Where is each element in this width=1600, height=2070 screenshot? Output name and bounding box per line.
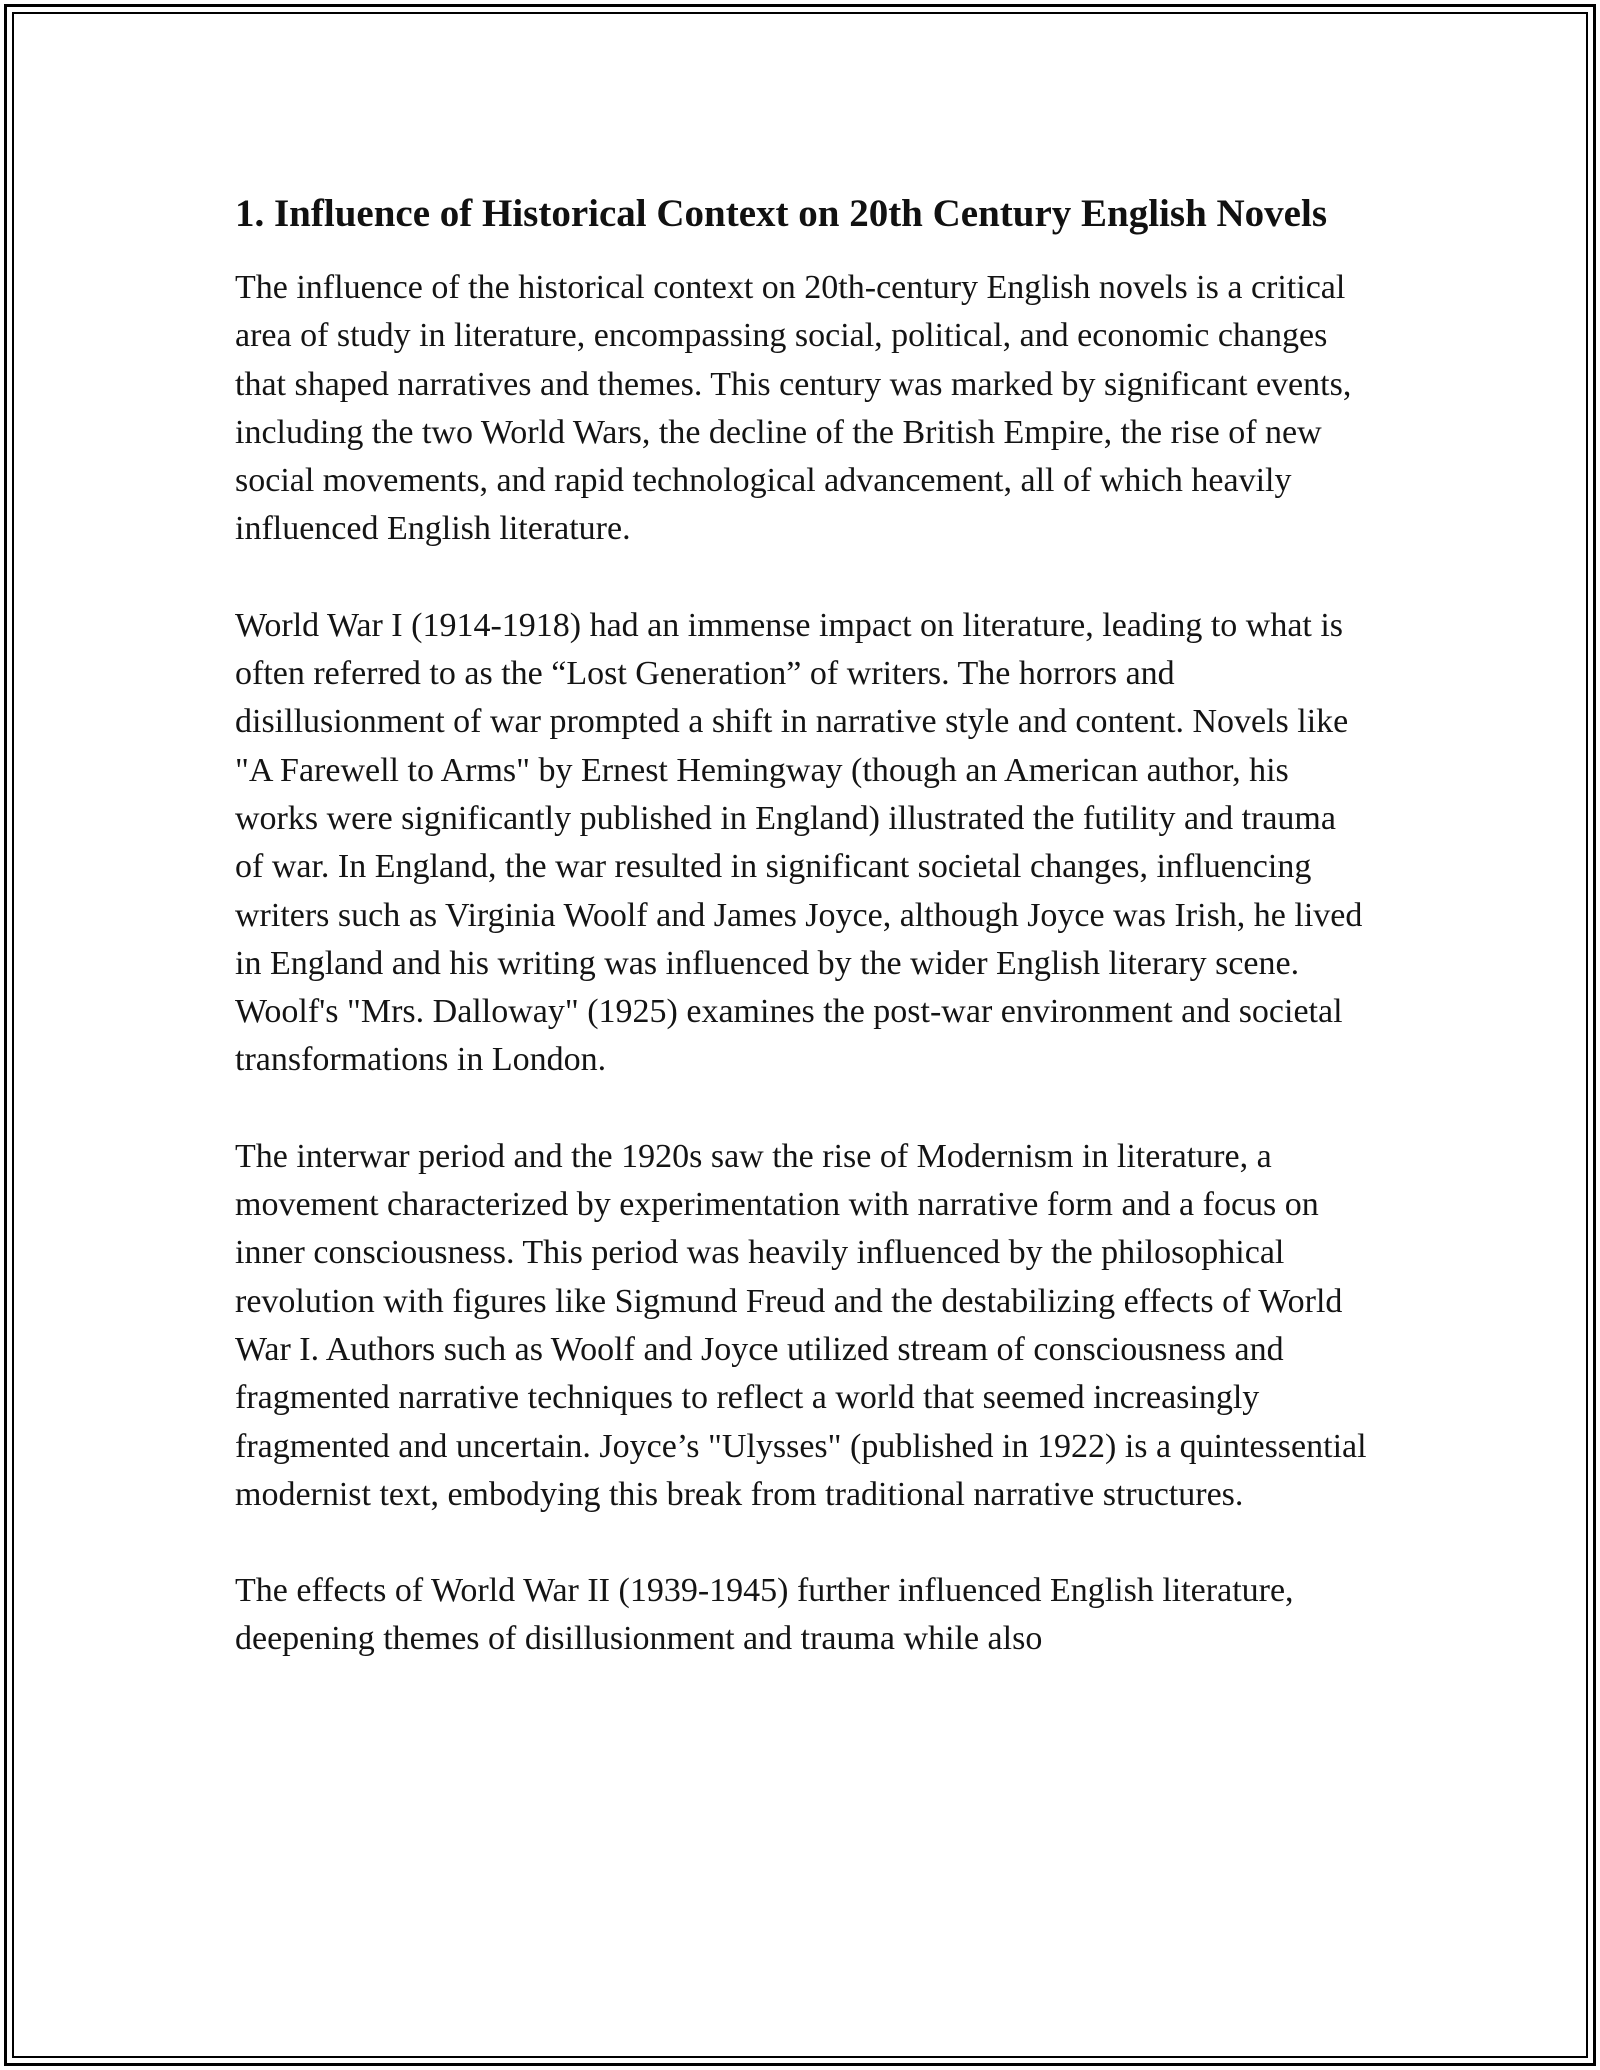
paragraph-modernism: The interwar period and the 1920s saw the rise of Modernism in literature, a movement characterized by experimentation with narrative form and a focus on inner consciousness. This period was heavily influenced by the philosophical revolution with figures like Sigmund Freud and the destabilizing effects of World War I. Authors such as Woolf and Joyce utilized stream of consciousness and fragmented narrative techniques to reflect a world that seemed increasingly fragmented and uncertain. Joyce’s "Ulysses" (published in 1922) is a quintessential modernist text, embodying this break from traditional narrative structures.	[235, 1137, 1367, 1513]
section-heading: 1. Influence of Historical Context on 20th Century English Novels	[235, 192, 1327, 235]
paragraph-world-war-two: The effects of World War II (1939-1945) further influenced English literature, deepening themes of disillusionment and trauma while also	[235, 1572, 1294, 1658]
paragraph-intro: The influence of the historical context on 20th-century English novels is a critical area of study in literature, encompassing social, political, and economic changes that shaped narratives and themes. This century was marked by significant events, including the two World Wars, the decline of the British Empire, the rise of new social movements, and rapid technological advancement, all of which heavily influenced English literature.	[235, 269, 1352, 548]
document-body	[235, 186, 1370, 1712]
paragraph-world-war-one: World War I (1914-1918) had an immense impact on literature, leading to what is often referred to as the “Lost Generation” of writers. The horrors and disillusionment of war prompted a shift in narrative style and content. Novels like "A Farewell to Arms" by Ernest Hemingway (though an American author, his works were significantly published in England) illustrated the futility and trauma of war. In England, the war resulted in significant societal changes, influencing writers such as Virginia Woolf and James Joyce, although Joyce was Irish, he lived in England and his writing was influenced by the wider English literary scene. Woolf's "Mrs. Dalloway" (1925) examines the post-war environment and societal transformations in London.	[235, 606, 1363, 1079]
